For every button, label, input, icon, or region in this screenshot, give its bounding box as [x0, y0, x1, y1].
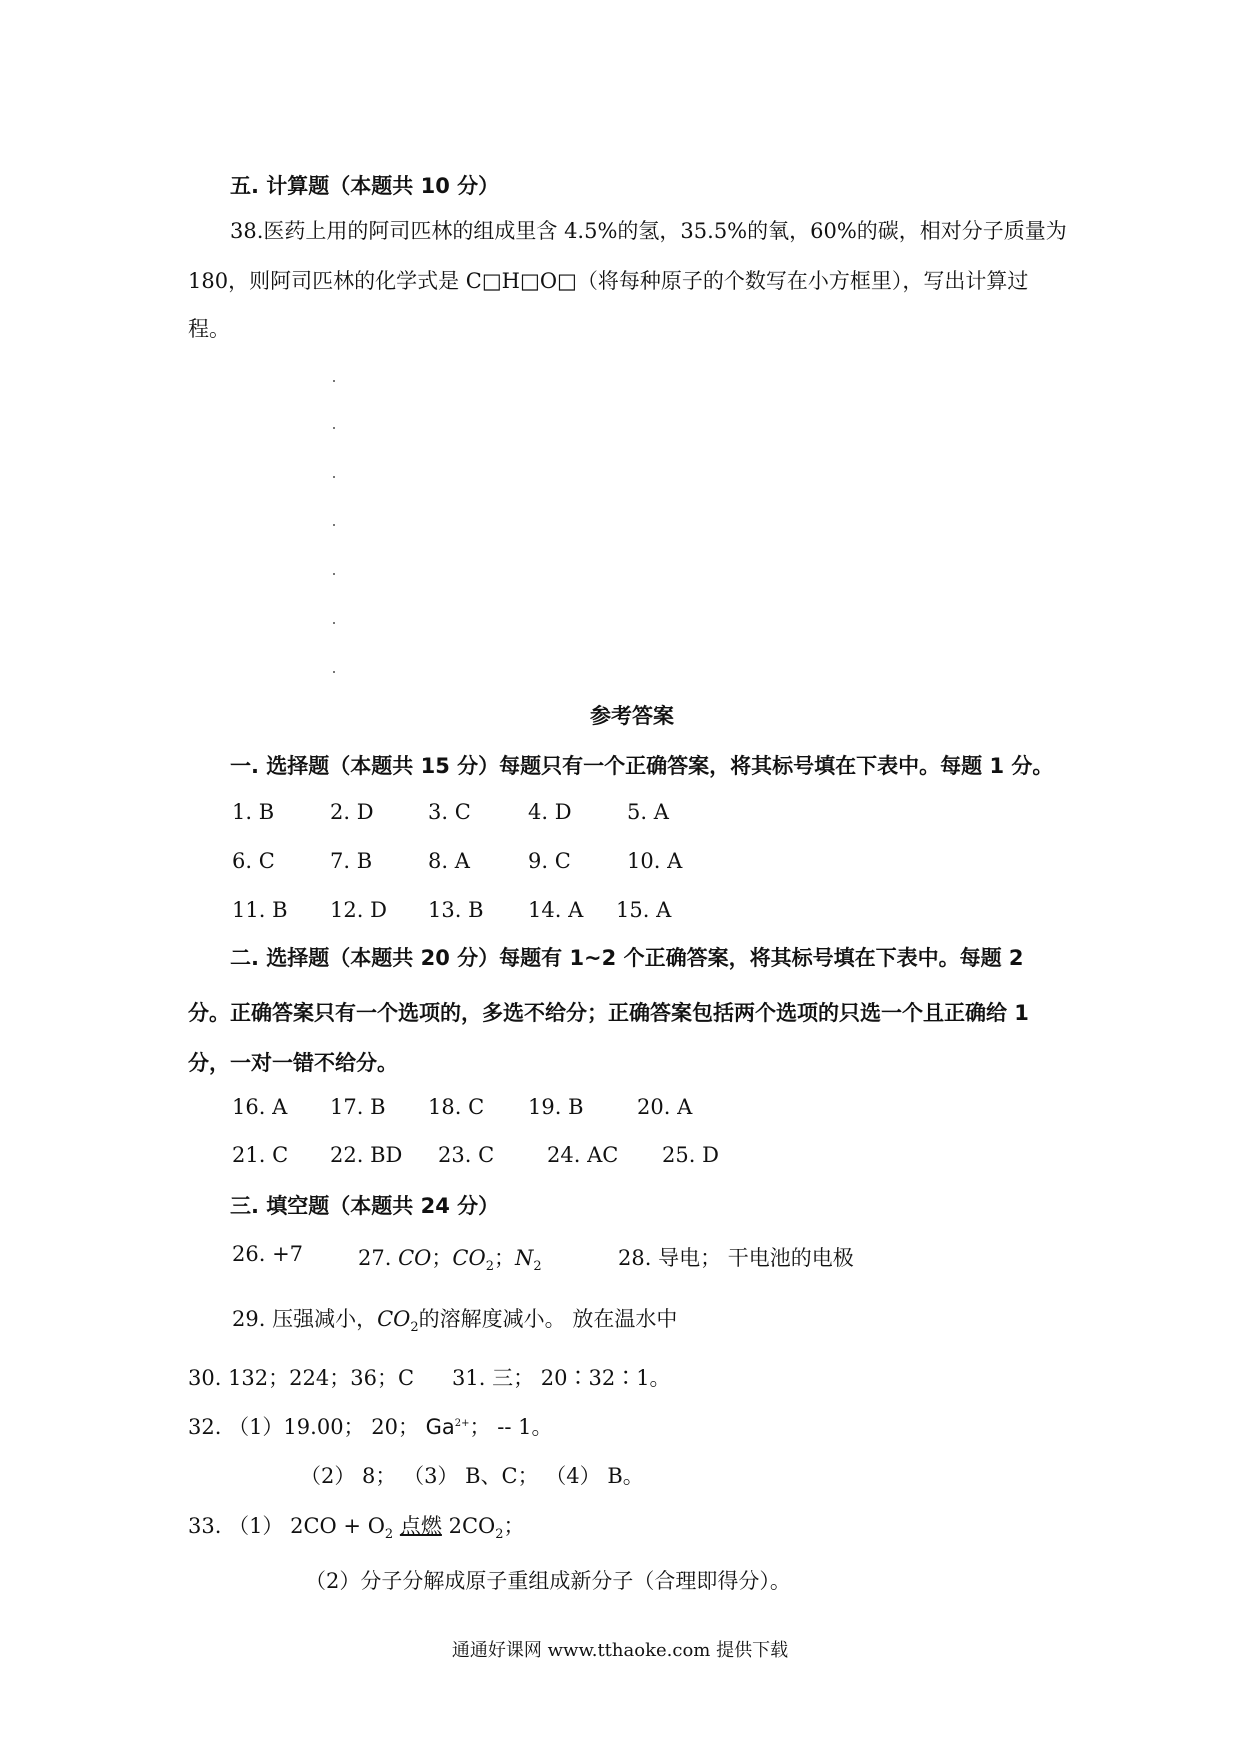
- answer-item: 1. B: [232, 800, 275, 824]
- answer-31: 31. 三； 20∶32∶1。: [452, 1366, 671, 1390]
- q38-line3: 程。: [188, 317, 230, 341]
- blank-line-marker: [333, 427, 335, 429]
- answer-item: 21. C: [232, 1143, 289, 1167]
- answer-item: 2. D: [330, 800, 374, 824]
- answer-item: 16. A: [232, 1095, 288, 1119]
- answer-item: 7. B: [330, 849, 373, 873]
- q38-line2: 180，则阿司匹林的化学式是 C□H□O□（将每种原子的个数写在小方框里），写出计算过: [188, 269, 1029, 293]
- part1-heading: 一. 选择题（本题共 15 分）每题只有一个正确答案，将其标号填在下表中。每题 1 分。: [230, 754, 1054, 778]
- formula-co2: CO: [452, 1246, 486, 1270]
- answer-item: 24. AC: [547, 1143, 619, 1167]
- answer-item: 15. A: [616, 898, 672, 922]
- ion-charge: 2+: [454, 1418, 470, 1429]
- answer-item: 19. B: [528, 1095, 584, 1119]
- q38-line1: 38.医药上用的阿司匹林的组成里含 4.5%的氢，35.5%的氧，60%的碳，相对分子质量为: [230, 219, 1067, 243]
- answer-33-line1: [188, 1510, 525, 1542]
- answer-33-line2: （2）分子分解成原子重组成新分子（合理即得分）。: [305, 1569, 791, 1593]
- part1-row-1: [0, 800, 1240, 828]
- part1-row-3: [0, 898, 1240, 926]
- part2-row-2: [0, 1143, 1240, 1171]
- part2-heading-line1: 二. 选择题（本题共 20 分）每题有 1~2 个正确答案，将其标号填在下表中。每题 2: [230, 946, 1024, 970]
- answer-27: [358, 1242, 542, 1274]
- subscript: 2: [495, 1527, 504, 1543]
- ion-symbol: Ga: [425, 1415, 455, 1439]
- answers-title: 参考答案: [590, 704, 674, 728]
- subscript: 2: [384, 1527, 394, 1543]
- answer-item: 20. A: [637, 1095, 693, 1119]
- answer-item: 5. A: [627, 800, 669, 824]
- answer-29-prefix: 29. 压强减小，: [232, 1307, 378, 1331]
- blank-line-marker: [333, 380, 335, 382]
- answer-item: 9. C: [528, 849, 571, 873]
- equation-reactants: 33. （1） 2CO + O: [188, 1514, 385, 1538]
- blank-line-marker: [333, 671, 335, 673]
- part2-heading-line2: 分。正确答案只有一个选项的，多选不给分；正确答案包括两个选项的只选一个且正确给 1: [188, 1001, 1029, 1025]
- subscript: 2: [410, 1320, 419, 1336]
- blank-line-marker: [333, 622, 335, 624]
- blank-line-marker: [333, 573, 335, 575]
- answer-29-suffix: 的溶解度减小。 放在温水中: [418, 1307, 678, 1331]
- answer-item: 14. A: [528, 898, 584, 922]
- answer-32-line2: （2） 8； （3） B、C； （4） B。: [300, 1464, 644, 1488]
- separator: ；: [431, 1246, 453, 1270]
- reaction-condition: 点燃: [399, 1514, 442, 1538]
- answer-32-values: 32. （1）19.00； 20；: [188, 1415, 419, 1439]
- answer-item: 11. B: [232, 898, 288, 922]
- answer-30: 30. 132；224；36；C: [188, 1366, 415, 1390]
- subscript: 2: [533, 1259, 542, 1275]
- separator: ；: [503, 1514, 525, 1538]
- answer-item: 18. C: [428, 1095, 485, 1119]
- answer-item: 23. C: [438, 1143, 495, 1167]
- subscript: 2: [485, 1259, 494, 1275]
- answer-item: 4. D: [528, 800, 572, 824]
- answer-item: 13. B: [428, 898, 484, 922]
- answer-item: 22. BD: [330, 1143, 403, 1167]
- page-footer: 通通好课网 www.tthaoke.com 提供下载: [451, 1640, 789, 1661]
- answer-32-line1: [188, 1411, 552, 1441]
- answer-item: 17. B: [330, 1095, 386, 1119]
- answer-item: 6. C: [232, 849, 275, 873]
- section5-heading: 五. 计算题（本题共 10 分）: [230, 174, 500, 198]
- answer-item: 10. A: [627, 849, 683, 873]
- answer-29: [232, 1303, 677, 1335]
- answer-27-number: 27.: [358, 1246, 392, 1270]
- part2-row-1: [0, 1095, 1240, 1123]
- answer-28: 28. 导电； 干电池的电极: [618, 1246, 854, 1270]
- part3-heading: 三. 填空题（本题共 24 分）: [230, 1194, 500, 1218]
- part1-row-2: [0, 849, 1240, 877]
- blank-line-marker: [333, 476, 335, 478]
- part2-heading-line3: 分，一对一错不给分。: [188, 1051, 398, 1075]
- answer-item: 3. C: [428, 800, 471, 824]
- formula-n2: N: [514, 1246, 534, 1270]
- formula-co2: CO: [377, 1307, 411, 1331]
- blank-line-marker: [333, 524, 335, 526]
- equation-product: 2CO: [448, 1514, 496, 1538]
- answer-26: 26. +7: [232, 1242, 304, 1266]
- answer-32-end: ； -- 1。: [469, 1415, 553, 1439]
- answer-item: 12. D: [330, 898, 387, 922]
- formula-co: CO: [398, 1246, 432, 1270]
- answer-item: 8. A: [428, 849, 470, 873]
- answer-item: 25. D: [662, 1143, 719, 1167]
- separator: ；: [493, 1246, 515, 1270]
